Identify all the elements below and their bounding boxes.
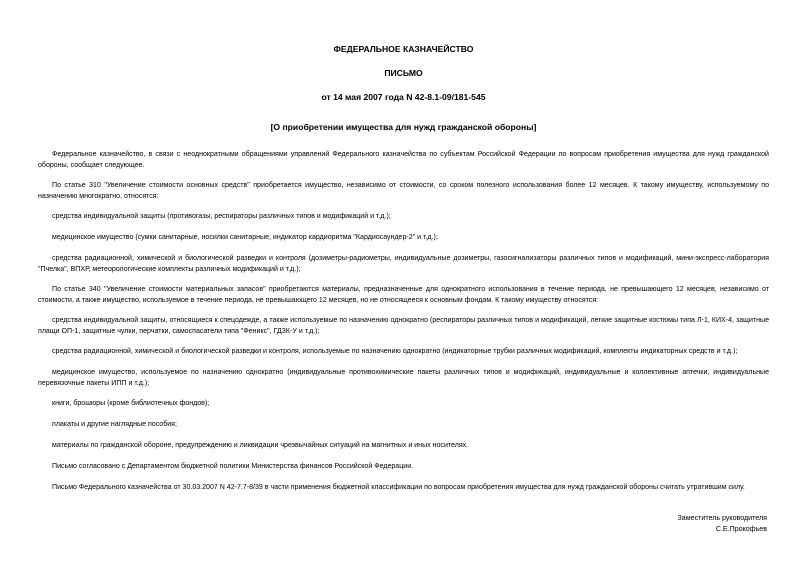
- paragraph: По статье 310 "Увеличение стоимости основных средств" приобретается имущество, независимо от стоимости, со сроком полезного использования более 12 месяцев. К такому имуществу, используемому по назначению многократно, относятся:: [38, 182, 769, 200]
- list-item: материалы по гражданской обороне, предупреждению и ликвидации чрезвычайных ситуаций на магнитных и иных носителях.: [52, 442, 469, 449]
- list-item: средства индивидуальной защиты (противогазы, респираторы различных типов и модификаций и т.д.);: [52, 213, 391, 220]
- signatory-name: С.Е.Прокофьев: [715, 525, 767, 533]
- document-type-heading: ПИСЬМО: [384, 68, 423, 78]
- list-item: медицинское имущество (сумки санитарные, носилки санитарные, индикатор кардиоритма "Кардиосаундер-2" и т.д.);: [52, 234, 438, 241]
- date-number-heading: от 14 мая 2007 года N 42-8.1-09/181-545: [321, 92, 486, 102]
- signatory-position: Заместитель руководителя: [677, 514, 767, 522]
- paragraph: По статье 340 "Увеличение стоимости материальных запасов" приобретаются материалы, предназначенные для однократного использования в течение периода, не превышающего 12 месяцев, независимо от стоимости, а также имущество, используемое в течение периода, не превышающего 12 месяцев, но не относящееся к основным фондам. К такому имуществу относятся:: [38, 286, 769, 304]
- paragraph: Письмо согласовано с Департаментом бюджетной политики Министерства финансов Российской Федерации.: [52, 463, 414, 470]
- list-item: средства индивидуальной защиты, относящиеся к спецодежде, а также используемые по назначению однократно (респираторы различных типов и модификаций, легкие защитные костюмы типа Л-1, КИХ-4, защитные плащи ОП-1, защитные чулки, перчатки, самоспасатели типа "Феникс", ГДЗК-У и т.д.);: [38, 317, 769, 335]
- paragraph: Федеральное казначейство, в связи с неоднократными обращениями управлений Федерального казначейства по субъектам Российской Федерации по вопросам приобретения имущества для нужд гражданской обороны, сообщает следующее.: [38, 151, 769, 169]
- list-item: средства радиационной, химической и биологической разведки и контроля (дозиметры-радиометры, индивидуальные дозиметры, газосигнализаторы различных типов и модификаций, мини-экспресс-лаборатория "Пчелка", ВПХР, метеорологические комплекты различных модификаций и т.д.);: [38, 255, 769, 273]
- list-item: книги, брошюры (кроме библиотечных фондов);: [52, 400, 210, 407]
- issuer-heading: ФЕДЕРАЛЬНОЕ КАЗНАЧЕЙСТВО: [333, 44, 474, 54]
- list-item: медицинское имущество, используемое по назначению однократно (индивидуальные противохимические пакеты различных типов и модификаций, индивидуальные и коллективные аптечки, индивидуальные перевязочные пакеты ИПП и т.д.);: [38, 369, 769, 387]
- list-item: плакаты и другие наглядные пособия;: [52, 421, 177, 428]
- subject-heading: [О приобретении имущества для нужд гражданской обороны]: [270, 122, 537, 132]
- paragraph: Письмо Федерального казначейства от 30.03.2007 N 42-7.7-8/39 в части применения бюджетной классификации по вопросам приобретения имущества для нужд гражданской обороны считать утратившим силу.: [52, 484, 745, 491]
- list-item: средства радиационной, химической и биологической разведки и контроля, используемые по назначению однократно (индикаторные трубки различных модификаций, комплекты индикаторных средств и т.д.);: [52, 348, 738, 355]
